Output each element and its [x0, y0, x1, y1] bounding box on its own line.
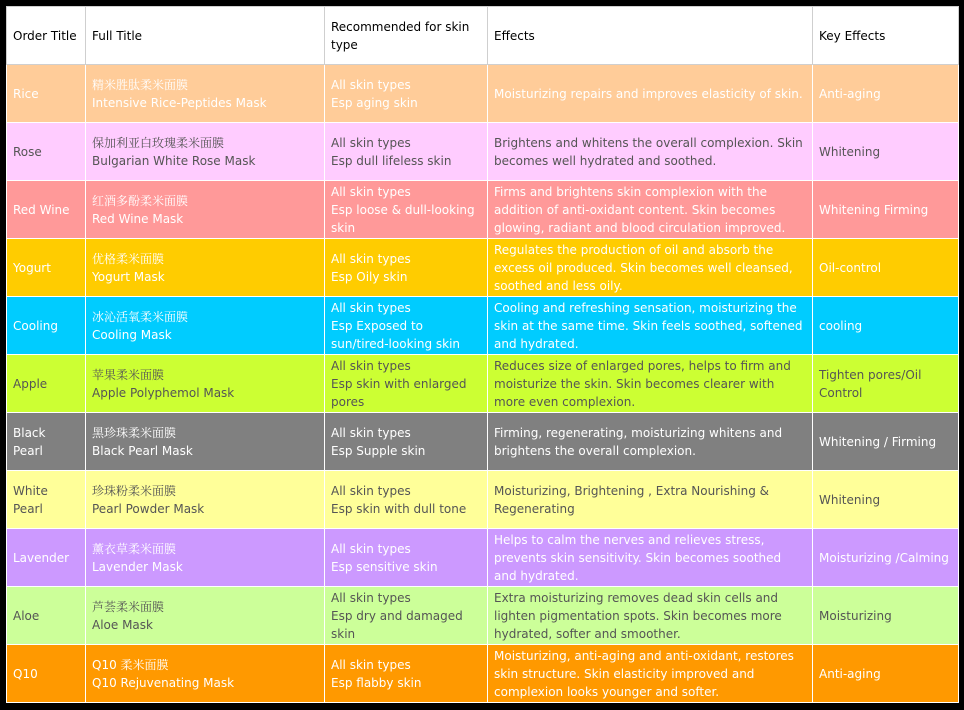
table-row [7, 645, 959, 703]
full-title-cell [86, 297, 325, 355]
order-title-cell [7, 645, 86, 703]
order-title-cell [7, 297, 86, 355]
full-title-cell [86, 529, 325, 587]
full-title-chinese: 优格柔米面膜 [92, 251, 165, 266]
full-title-english: Intensive Rice-Peptides Mask [92, 95, 267, 110]
full-title-english: Lavender Mask [92, 559, 183, 574]
full-title-english: Q10 Rejuvenating Mask [92, 675, 235, 690]
effects-cell [488, 413, 813, 471]
header-effects: Effects [488, 7, 813, 65]
key-effects-cell [813, 239, 959, 297]
full-title-cell [86, 181, 325, 239]
order-title-cell [7, 471, 86, 529]
skin-type-specific: Esp aging skin [331, 95, 418, 110]
effects-cell [488, 65, 813, 123]
full-title-cell [86, 123, 325, 181]
full-title-english: Black Pearl Mask [92, 443, 193, 458]
full-title-chinese: 薰衣草柔米面膜 [92, 541, 177, 556]
effects-text: Helps to calm the nerves and relieves stress, prevents skin sensitivity. Skin becomes soothed and hydrated. [494, 532, 782, 583]
full-title-cell [86, 355, 325, 413]
order-title-cell [7, 123, 86, 181]
skin-type-cell [325, 471, 488, 529]
skin-type-cell [325, 587, 488, 645]
full-title-chinese: 保加利亚白玫瑰柔米面膜 [92, 135, 225, 150]
effects-text: Firms and brightens skin complexion with the addition of anti-oxidant content. Skin becomes glowing, radiant and blood circulation improved. [494, 184, 786, 235]
effects-text: Moisturizing, Brightening , Extra Nourishing & Regenerating [494, 483, 770, 516]
skin-type-general: All skin types [331, 184, 411, 199]
skin-type-specific: Esp Exposed to sun/tired-looking skin [331, 318, 461, 351]
effects-cell [488, 239, 813, 297]
full-title-cell [86, 645, 325, 703]
order-title-cell [7, 181, 86, 239]
full-title-chinese: 芦荟柔米面膜 [92, 599, 165, 614]
skin-type-general: All skin types [331, 77, 411, 92]
table-header-row [7, 7, 959, 65]
table-row [7, 239, 959, 297]
order-title: Black Pearl [13, 425, 46, 458]
key-effects-cell [813, 471, 959, 529]
table-row [7, 65, 959, 123]
key-effects-cell [813, 529, 959, 587]
skin-type-specific: Esp dry and damaged skin [331, 608, 463, 641]
key-effects-cell [813, 587, 959, 645]
order-title: Yogurt [13, 260, 51, 275]
order-title-cell [7, 413, 86, 471]
effects-cell [488, 471, 813, 529]
header-skin-type: Recommended for skin type [325, 7, 488, 65]
full-title-chinese: 珍珠粉柔米面膜 [92, 483, 177, 498]
order-title-cell [7, 239, 86, 297]
order-title: Cooling [13, 318, 58, 333]
skin-type-specific: Esp flabby skin [331, 675, 422, 690]
skin-type-general: All skin types [331, 590, 411, 605]
full-title-chinese: Q10 柔米面膜 [92, 657, 169, 672]
full-title-english: Aloe Mask [92, 617, 153, 632]
key-effects-text: Whitening [819, 144, 881, 159]
key-effects-text: Tighten pores/Oil Control [819, 367, 922, 400]
order-title-cell [7, 65, 86, 123]
header-key-effects: Key Effects [813, 7, 959, 65]
skin-type-cell [325, 355, 488, 413]
key-effects-text: Moisturizing /Calming [819, 550, 949, 565]
full-title-chinese: 冰沁活氧柔米面膜 [92, 309, 189, 324]
effects-cell [488, 181, 813, 239]
order-title: Lavender [13, 550, 70, 565]
effects-text: Extra moisturizing removes dead skin cells and lighten pigmentation spots. Skin becomes more hydrated, softer and smoother. [494, 590, 782, 641]
key-effects-text: Whitening [819, 492, 881, 507]
full-title-english: Pearl Powder Mask [92, 501, 205, 516]
skin-type-general: All skin types [331, 541, 411, 556]
full-title-english: Yogurt Mask [92, 269, 165, 284]
key-effects-cell [813, 645, 959, 703]
skin-type-specific: Esp dull lifeless skin [331, 153, 452, 168]
key-effects-text: Anti-aging [819, 86, 881, 101]
skin-type-general: All skin types [331, 657, 411, 672]
key-effects-text: cooling [819, 318, 863, 333]
effects-text: Moisturizing, anti-aging and anti-oxidant, restores skin structure. Skin elasticity improved and complexion looks younger and softer. [494, 648, 794, 699]
key-effects-cell [813, 355, 959, 413]
skin-type-specific: Esp Oily skin [331, 269, 408, 284]
skin-type-specific: Esp loose & dull-looking skin [331, 202, 475, 235]
effects-text: Cooling and refreshing sensation, moisturizing the skin at the same time. Skin feels soothed, softened and hydrated. [494, 300, 803, 351]
order-title: Q10 [13, 666, 38, 681]
order-title: White Pearl [13, 483, 48, 516]
skin-type-general: All skin types [331, 425, 411, 440]
key-effects-text: Moisturizing [819, 608, 892, 623]
skin-type-cell [325, 181, 488, 239]
skin-type-cell [325, 645, 488, 703]
mask-comparison-table [6, 6, 959, 703]
header-full-title: Full Title [86, 7, 325, 65]
skin-type-cell [325, 65, 488, 123]
full-title-chinese: 黑珍珠柔米面膜 [92, 425, 177, 440]
order-title: Rose [13, 144, 42, 159]
table-row [7, 123, 959, 181]
skin-type-specific: Esp Supple skin [331, 443, 426, 458]
table-row [7, 471, 959, 529]
skin-type-cell [325, 413, 488, 471]
order-title: Rice [13, 86, 39, 101]
skin-type-general: All skin types [331, 135, 411, 150]
key-effects-cell [813, 123, 959, 181]
full-title-cell [86, 471, 325, 529]
skin-type-cell [325, 123, 488, 181]
skin-type-general: All skin types [331, 358, 411, 373]
full-title-cell [86, 413, 325, 471]
table-row [7, 413, 959, 471]
table-row [7, 297, 959, 355]
full-title-chinese: 红酒多酚柔米面膜 [92, 193, 189, 208]
order-title-cell [7, 587, 86, 645]
effects-cell [488, 587, 813, 645]
skin-type-specific: Esp skin with dull tone [331, 501, 467, 516]
full-title-cell [86, 587, 325, 645]
order-title-cell [7, 529, 86, 587]
skin-type-specific: Esp skin with enlarged pores [331, 376, 467, 409]
effects-cell [488, 645, 813, 703]
effects-text: Regulates the production of oil and absorb the excess oil produced. Skin becomes well cleansed, soothed and less oily. [494, 242, 793, 293]
skin-type-general: All skin types [331, 300, 411, 315]
table-body [7, 65, 959, 703]
key-effects-text: Anti-aging [819, 666, 881, 681]
skin-type-cell [325, 297, 488, 355]
skin-type-general: All skin types [331, 251, 411, 266]
effects-cell [488, 297, 813, 355]
table-frame [6, 6, 958, 704]
order-title: Red Wine [13, 202, 70, 217]
key-effects-text: Whitening / Firming [819, 434, 937, 449]
skin-type-cell [325, 239, 488, 297]
effects-cell [488, 123, 813, 181]
effects-text: Reduces size of enlarged pores, helps to firm and moisturize the skin. Skin becomes clearer with more even complexion. [494, 358, 791, 409]
order-title: Aloe [13, 608, 40, 623]
key-effects-cell [813, 181, 959, 239]
key-effects-text: Whitening Firming [819, 202, 929, 217]
table-row [7, 181, 959, 239]
key-effects-cell [813, 65, 959, 123]
header-order-title: Order Title [7, 7, 86, 65]
order-title-cell [7, 355, 86, 413]
full-title-english: Apple Polyphemol Mask [92, 385, 235, 400]
table-row [7, 529, 959, 587]
effects-cell [488, 529, 813, 587]
key-effects-cell [813, 297, 959, 355]
full-title-english: Bulgarian White Rose Mask [92, 153, 256, 168]
skin-type-cell [325, 529, 488, 587]
key-effects-text: Oil-control [819, 260, 882, 275]
full-title-english: Cooling Mask [92, 327, 172, 342]
full-title-cell [86, 65, 325, 123]
effects-text: Firming, regenerating, moisturizing whitens and brightens the overall complexion. [494, 425, 783, 458]
order-title: Apple [13, 376, 48, 391]
full-title-chinese: 精米胜肽柔米面膜 [92, 77, 189, 92]
effects-cell [488, 355, 813, 413]
full-title-chinese: 苹果柔米面膜 [92, 367, 165, 382]
table-row [7, 355, 959, 413]
key-effects-cell [813, 413, 959, 471]
full-title-english: Red Wine Mask [92, 211, 184, 226]
effects-text: Brightens and whitens the overall complexion. Skin becomes well hydrated and soothed. [494, 135, 803, 168]
full-title-cell [86, 239, 325, 297]
skin-type-specific: Esp sensitive skin [331, 559, 438, 574]
effects-text: Moisturizing repairs and improves elasticity of skin. [494, 86, 803, 101]
table-row [7, 587, 959, 645]
skin-type-general: All skin types [331, 483, 411, 498]
